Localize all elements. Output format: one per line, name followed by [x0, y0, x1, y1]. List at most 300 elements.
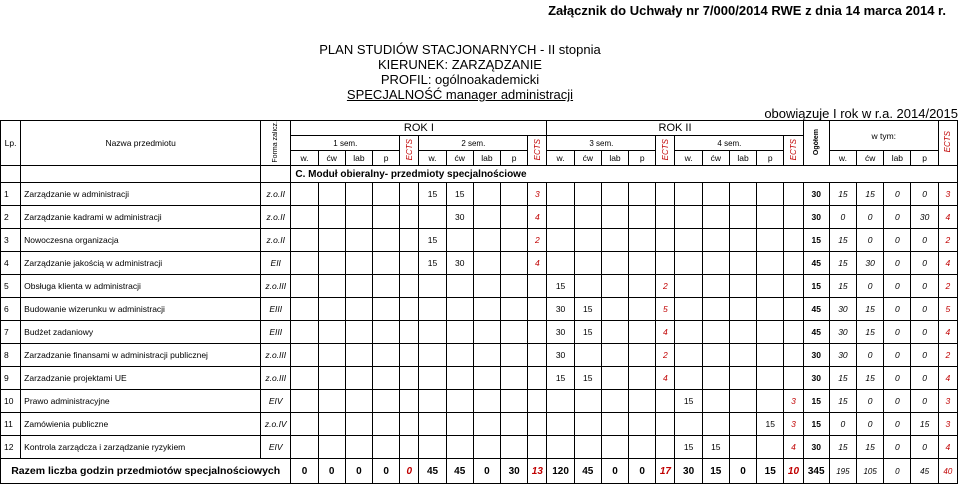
row-sem-1-hours	[345, 298, 372, 321]
row-sem-3-hours	[547, 252, 574, 275]
row-sem-3-hours	[629, 367, 656, 390]
row-sem-2-hours	[501, 206, 528, 229]
row-sem-3-hours	[629, 275, 656, 298]
section-row	[1, 166, 958, 183]
summary-sem-1-hours: 0	[373, 459, 400, 484]
row-subject: Obsługa klienta w administracji	[21, 275, 261, 298]
row-sem-4-hours	[729, 413, 756, 436]
row-total: 45	[803, 298, 829, 321]
row-sem-2-ects	[528, 367, 547, 390]
header-type-w-total: w.	[829, 151, 856, 166]
row-sem-1-hours	[291, 252, 318, 275]
row-sem-1-ects	[400, 252, 419, 275]
row-sem-2-hours	[473, 390, 500, 413]
row-sem-2-hours	[473, 252, 500, 275]
row-sem-3-hours	[574, 275, 601, 298]
row-sem-3-hours	[629, 298, 656, 321]
row-subject: Zarządzanie w administracji	[21, 183, 261, 206]
row-sem-3-hours: 15	[574, 321, 601, 344]
summary-sem-2-hours: 45	[419, 459, 446, 484]
header-type-p-total: p	[911, 151, 938, 166]
row-lp: 12	[1, 436, 21, 459]
row-sem-4-ects	[784, 252, 803, 275]
row-form: EIV	[261, 390, 291, 413]
row-sem-2-hours: 15	[446, 183, 473, 206]
row-sem-1-hours	[318, 206, 345, 229]
row-sem-2-hours: 15	[419, 229, 446, 252]
row-sem-1-hours	[345, 436, 372, 459]
row-total: 30	[803, 367, 829, 390]
row-sem-1-ects	[400, 183, 419, 206]
row-ects-total: 4	[938, 367, 957, 390]
row-sem-3-hours	[574, 390, 601, 413]
header-ogolem: Ogółem	[803, 121, 829, 166]
row-sem-3-hours	[547, 183, 574, 206]
row-subject: Zarządzanie jakością w administracji	[21, 252, 261, 275]
row-sem-4-hours	[729, 183, 756, 206]
row-sem-3-hours	[601, 344, 628, 367]
table-row	[1, 183, 958, 206]
row-sem-1-hours	[318, 344, 345, 367]
row-sem-1-hours	[291, 206, 318, 229]
row-wtym-hours: 0	[857, 229, 884, 252]
row-sem-1-hours	[318, 436, 345, 459]
row-sem-2-hours	[473, 367, 500, 390]
row-sem-3-hours	[629, 252, 656, 275]
header-sem-1: 1 sem.	[291, 136, 400, 151]
header-ects-sem-2: ECTS	[528, 136, 547, 166]
row-subject: Zarzadzanie projektami UE	[21, 367, 261, 390]
row-sem-4-hours	[702, 206, 729, 229]
row-wtym-hours: 0	[884, 206, 911, 229]
header-type-w-sem-3: w.	[547, 151, 574, 166]
row-sem-2-hours	[419, 413, 446, 436]
row-sem-3-hours	[601, 229, 628, 252]
row-sem-1-hours	[318, 183, 345, 206]
row-sem-4-hours	[702, 390, 729, 413]
summary-sem-3-hours: 45	[574, 459, 601, 484]
header-subject: Nazwa przedmiotu	[21, 121, 261, 166]
row-sem-2-ects	[528, 413, 547, 436]
row-sem-4-ects	[784, 344, 803, 367]
row-sem-1-ects	[400, 321, 419, 344]
row-sem-1-hours	[291, 229, 318, 252]
summary-wtym-hours: 195	[829, 459, 856, 484]
row-sem-1-ects	[400, 436, 419, 459]
row-form: z.o.III	[261, 275, 291, 298]
row-sem-4-hours	[729, 367, 756, 390]
row-sem-4-hours	[729, 229, 756, 252]
row-sem-1-hours	[345, 390, 372, 413]
row-sem-4-ects: 3	[784, 390, 803, 413]
row-sem-2-hours	[419, 321, 446, 344]
row-sem-3-hours	[574, 344, 601, 367]
row-sem-2-hours	[446, 321, 473, 344]
row-sem-4-ects	[784, 229, 803, 252]
row-wtym-hours: 30	[857, 252, 884, 275]
row-wtym-hours: 0	[911, 321, 938, 344]
row-sem-3-hours	[547, 206, 574, 229]
row-sem-1-hours	[373, 390, 400, 413]
row-sem-3-hours	[601, 206, 628, 229]
row-sem-1-hours	[291, 413, 318, 436]
row-sem-1-hours	[345, 229, 372, 252]
summary-sem-1-hours: 0	[345, 459, 372, 484]
summary-sem-2-hours: 45	[446, 459, 473, 484]
row-wtym-hours: 0	[911, 229, 938, 252]
row-sem-1-hours	[291, 344, 318, 367]
row-sem-3-hours	[547, 390, 574, 413]
summary-sem-2-hours: 30	[501, 459, 528, 484]
row-sem-2-hours: 30	[446, 252, 473, 275]
row-wtym-hours: 15	[829, 183, 856, 206]
table-row	[1, 206, 958, 229]
row-sem-4-hours: 15	[757, 413, 784, 436]
row-total: 15	[803, 229, 829, 252]
row-wtym-hours: 0	[911, 183, 938, 206]
valid-from-note: obowiązuje I rok w r.a. 2014/2015	[764, 106, 958, 121]
header-type-cw-total: ćw	[857, 151, 884, 166]
table-row	[1, 344, 958, 367]
row-sem-2-hours	[446, 229, 473, 252]
row-total: 45	[803, 321, 829, 344]
row-wtym-hours: 15	[857, 436, 884, 459]
row-sem-3-hours	[629, 183, 656, 206]
row-form: z.o.III	[261, 344, 291, 367]
row-sem-4-ects	[784, 367, 803, 390]
summary-sem-2-hours: 0	[473, 459, 500, 484]
row-sem-1-hours	[373, 436, 400, 459]
header-ects-total: ECTS	[938, 121, 957, 166]
row-sem-3-hours: 30	[547, 298, 574, 321]
row-subject: Zamówienia publiczne	[21, 413, 261, 436]
header-type-lab-sem-2: lab	[473, 151, 500, 166]
table-row	[1, 321, 958, 344]
row-sem-4-hours	[675, 344, 702, 367]
row-sem-4-ects	[784, 298, 803, 321]
row-sem-2-ects	[528, 321, 547, 344]
row-wtym-hours: 15	[857, 183, 884, 206]
row-sem-4-hours	[757, 344, 784, 367]
row-sem-3-hours	[601, 413, 628, 436]
row-sem-1-hours	[345, 275, 372, 298]
row-sem-3-hours	[574, 206, 601, 229]
row-lp: 1	[1, 183, 21, 206]
row-sem-4-hours	[729, 252, 756, 275]
row-wtym-hours: 0	[857, 206, 884, 229]
summary-sem-3-hours: 0	[629, 459, 656, 484]
row-sem-3-hours	[601, 275, 628, 298]
header-type-p-sem-2: p	[501, 151, 528, 166]
row-sem-1-hours	[345, 344, 372, 367]
plan-title: PLAN STUDIÓW STACJONARNYCH - II stopnia	[319, 42, 601, 57]
row-sem-1-hours	[345, 367, 372, 390]
row-sem-4-hours	[729, 275, 756, 298]
row-ects-total: 3	[938, 413, 957, 436]
row-wtym-hours: 0	[829, 206, 856, 229]
row-sem-2-hours	[446, 413, 473, 436]
row-ects-total: 2	[938, 275, 957, 298]
row-wtym-hours: 15	[857, 298, 884, 321]
row-total: 30	[803, 183, 829, 206]
row-form: EII	[261, 252, 291, 275]
row-wtym-hours: 0	[884, 298, 911, 321]
summary-sem-3-hours: 0	[601, 459, 628, 484]
row-sem-2-hours	[473, 321, 500, 344]
row-form: EIII	[261, 298, 291, 321]
row-sem-4-hours	[757, 390, 784, 413]
row-sem-4-hours: 15	[675, 436, 702, 459]
row-sem-2-hours	[446, 344, 473, 367]
row-sem-4-hours	[675, 321, 702, 344]
row-sem-2-hours	[419, 298, 446, 321]
row-sem-2-hours	[473, 436, 500, 459]
header-type-w-sem-2: w.	[419, 151, 446, 166]
table-row	[1, 436, 958, 459]
row-sem-3-hours: 15	[574, 298, 601, 321]
summary-wtym-hours: 0	[884, 459, 911, 484]
row-sem-1-hours	[373, 413, 400, 436]
row-wtym-hours: 15	[829, 229, 856, 252]
row-lp: 9	[1, 367, 21, 390]
row-form: z.o.II	[261, 183, 291, 206]
row-sem-4-ects	[784, 183, 803, 206]
row-wtym-hours: 15	[829, 390, 856, 413]
row-sem-4-hours	[729, 298, 756, 321]
row-subject: Budowanie wizerunku w administracji	[21, 298, 261, 321]
row-sem-3-ects	[656, 390, 675, 413]
row-ects-total: 3	[938, 183, 957, 206]
row-wtym-hours: 0	[857, 344, 884, 367]
row-wtym-hours: 0	[884, 275, 911, 298]
row-sem-2-hours	[501, 390, 528, 413]
row-total: 30	[803, 344, 829, 367]
row-wtym-hours: 0	[884, 367, 911, 390]
row-sem-4-hours	[729, 390, 756, 413]
row-sem-3-ects	[656, 413, 675, 436]
row-sem-2-hours	[501, 367, 528, 390]
header-type-lab-sem-3: lab	[601, 151, 628, 166]
row-form: z.o.II	[261, 229, 291, 252]
row-ects-total: 2	[938, 229, 957, 252]
row-wtym-hours: 0	[884, 413, 911, 436]
header-row-years	[1, 121, 958, 136]
row-sem-4-hours	[702, 229, 729, 252]
summary-label: Razem liczba godzin przedmiotów specjalnościowych	[1, 459, 291, 484]
header-type-cw-sem-1: ćw	[318, 151, 345, 166]
row-sem-1-hours	[373, 229, 400, 252]
table-row	[1, 229, 958, 252]
row-sem-2-hours	[501, 344, 528, 367]
header-type-p-sem-3: p	[629, 151, 656, 166]
row-sem-3-hours	[601, 298, 628, 321]
row-sem-2-hours	[501, 321, 528, 344]
row-sem-1-ects	[400, 390, 419, 413]
row-total: 15	[803, 390, 829, 413]
row-sem-4-hours	[702, 298, 729, 321]
row-sem-4-hours	[702, 275, 729, 298]
row-sem-1-ects	[400, 413, 419, 436]
row-sem-1-ects	[400, 206, 419, 229]
row-sem-2-hours	[419, 367, 446, 390]
table-row	[1, 413, 958, 436]
row-sem-4-hours	[757, 275, 784, 298]
row-ects-total: 4	[938, 206, 957, 229]
row-sem-2-ects: 2	[528, 229, 547, 252]
summary-row	[1, 459, 958, 484]
row-sem-1-hours	[291, 390, 318, 413]
row-wtym-hours: 0	[884, 436, 911, 459]
row-sem-4-hours: 15	[702, 436, 729, 459]
row-lp: 3	[1, 229, 21, 252]
row-wtym-hours: 0	[911, 390, 938, 413]
header-type-w-sem-1: w.	[291, 151, 318, 166]
row-wtym-hours: 30	[829, 344, 856, 367]
row-sem-3-hours	[629, 229, 656, 252]
row-sem-2-hours	[473, 344, 500, 367]
row-sem-3-hours: 30	[547, 321, 574, 344]
row-lp: 7	[1, 321, 21, 344]
row-ects-total: 5	[938, 298, 957, 321]
row-wtym-hours: 0	[884, 390, 911, 413]
table-row	[1, 298, 958, 321]
row-sem-2-ects: 3	[528, 183, 547, 206]
row-wtym-hours: 0	[857, 390, 884, 413]
row-sem-1-hours	[291, 321, 318, 344]
row-sem-1-hours	[345, 183, 372, 206]
row-ects-total: 4	[938, 321, 957, 344]
row-wtym-hours: 15	[829, 436, 856, 459]
table-row	[1, 367, 958, 390]
row-sem-1-hours	[318, 252, 345, 275]
row-sem-2-ects: 4	[528, 206, 547, 229]
row-sem-2-hours	[419, 344, 446, 367]
row-sem-4-hours	[675, 206, 702, 229]
table-row	[1, 390, 958, 413]
row-sem-2-hours	[419, 275, 446, 298]
header-rok-2: ROK II	[547, 121, 803, 136]
row-sem-2-hours	[446, 367, 473, 390]
summary-sem-1-ects: 0	[400, 459, 419, 484]
row-sem-3-hours	[629, 390, 656, 413]
row-sem-2-hours	[473, 275, 500, 298]
row-sem-1-hours	[373, 298, 400, 321]
row-sem-4-hours	[675, 298, 702, 321]
row-sem-1-hours	[318, 229, 345, 252]
row-sem-1-hours	[318, 321, 345, 344]
row-sem-4-hours	[729, 321, 756, 344]
row-wtym-hours: 0	[884, 183, 911, 206]
row-form: EIV	[261, 436, 291, 459]
row-sem-2-hours	[473, 298, 500, 321]
row-sem-2-hours	[501, 229, 528, 252]
row-sem-2-hours	[419, 206, 446, 229]
row-subject: Kontrola zarządcza i zarządzanie ryzykiem	[21, 436, 261, 459]
row-form: z.o.IV	[261, 413, 291, 436]
row-sem-2-hours	[501, 252, 528, 275]
row-sem-3-ects: 4	[656, 321, 675, 344]
row-wtym-hours: 30	[911, 206, 938, 229]
row-lp: 10	[1, 390, 21, 413]
row-wtym-hours: 0	[911, 298, 938, 321]
row-wtym-hours: 15	[829, 252, 856, 275]
row-ects-total: 4	[938, 252, 957, 275]
row-ects-total: 2	[938, 344, 957, 367]
row-sem-4-hours	[757, 367, 784, 390]
summary-sem-4-hours: 30	[675, 459, 702, 484]
row-subject: Zarządzanie kadrami w administracji	[21, 206, 261, 229]
row-ects-total: 3	[938, 390, 957, 413]
table-row	[1, 275, 958, 298]
row-sem-1-hours	[373, 275, 400, 298]
row-sem-3-ects: 4	[656, 367, 675, 390]
row-sem-3-hours	[574, 229, 601, 252]
header-form: Forma zalicz.	[261, 121, 291, 166]
row-sem-4-hours	[757, 206, 784, 229]
header-type-cw-sem-3: ćw	[574, 151, 601, 166]
row-sem-4-hours	[675, 275, 702, 298]
row-sem-4-hours	[702, 367, 729, 390]
row-sem-3-hours	[547, 229, 574, 252]
header-sem-3: 3 sem.	[547, 136, 656, 151]
row-sem-3-hours: 15	[547, 367, 574, 390]
plan-field: KIERUNEK: ZARZĄDZANIE	[378, 57, 542, 72]
row-lp: 2	[1, 206, 21, 229]
row-sem-4-hours: 15	[675, 390, 702, 413]
row-sem-3-hours	[629, 321, 656, 344]
row-sem-3-ects: 2	[656, 344, 675, 367]
row-sem-1-hours	[318, 298, 345, 321]
summary-sem-1-hours: 0	[291, 459, 318, 484]
row-lp: 11	[1, 413, 21, 436]
header-type-p-sem-1: p	[373, 151, 400, 166]
row-subject: Zarzadzanie finansami w administracji publicznej	[21, 344, 261, 367]
row-sem-2-hours	[473, 413, 500, 436]
plan-specialty: SPECJALNOŚĆ manager administracji	[346, 87, 574, 102]
summary-total: 345	[803, 459, 829, 484]
row-sem-4-ects	[784, 275, 803, 298]
row-sem-1-hours	[291, 183, 318, 206]
row-sem-2-ects	[528, 344, 547, 367]
row-wtym-hours: 0	[884, 229, 911, 252]
attachment-note: Załącznik do Uchwały nr 7/000/2014 RWE z dnia 14 marca 2014 r.	[548, 3, 946, 18]
row-sem-3-hours	[601, 367, 628, 390]
row-wtym-hours: 0	[911, 367, 938, 390]
row-sem-3-hours	[629, 206, 656, 229]
plan-title-block	[290, 42, 630, 102]
row-sem-1-hours	[373, 321, 400, 344]
row-sem-2-ects	[528, 298, 547, 321]
row-sem-4-hours	[675, 413, 702, 436]
summary-sem-4-hours: 15	[702, 459, 729, 484]
row-sem-1-hours	[291, 298, 318, 321]
row-sem-4-hours	[675, 367, 702, 390]
row-sem-4-hours	[675, 252, 702, 275]
row-wtym-hours: 0	[857, 275, 884, 298]
row-sem-4-hours	[702, 321, 729, 344]
row-sem-2-ects	[528, 390, 547, 413]
summary-sem-4-ects: 10	[784, 459, 803, 484]
row-sem-2-hours	[501, 413, 528, 436]
row-sem-1-hours	[373, 183, 400, 206]
row-wtym-hours: 0	[884, 344, 911, 367]
row-sem-3-hours	[574, 183, 601, 206]
row-sem-1-ects	[400, 229, 419, 252]
row-sem-2-hours	[501, 436, 528, 459]
row-total: 45	[803, 252, 829, 275]
row-wtym-hours: 0	[911, 344, 938, 367]
row-sem-4-hours	[702, 183, 729, 206]
